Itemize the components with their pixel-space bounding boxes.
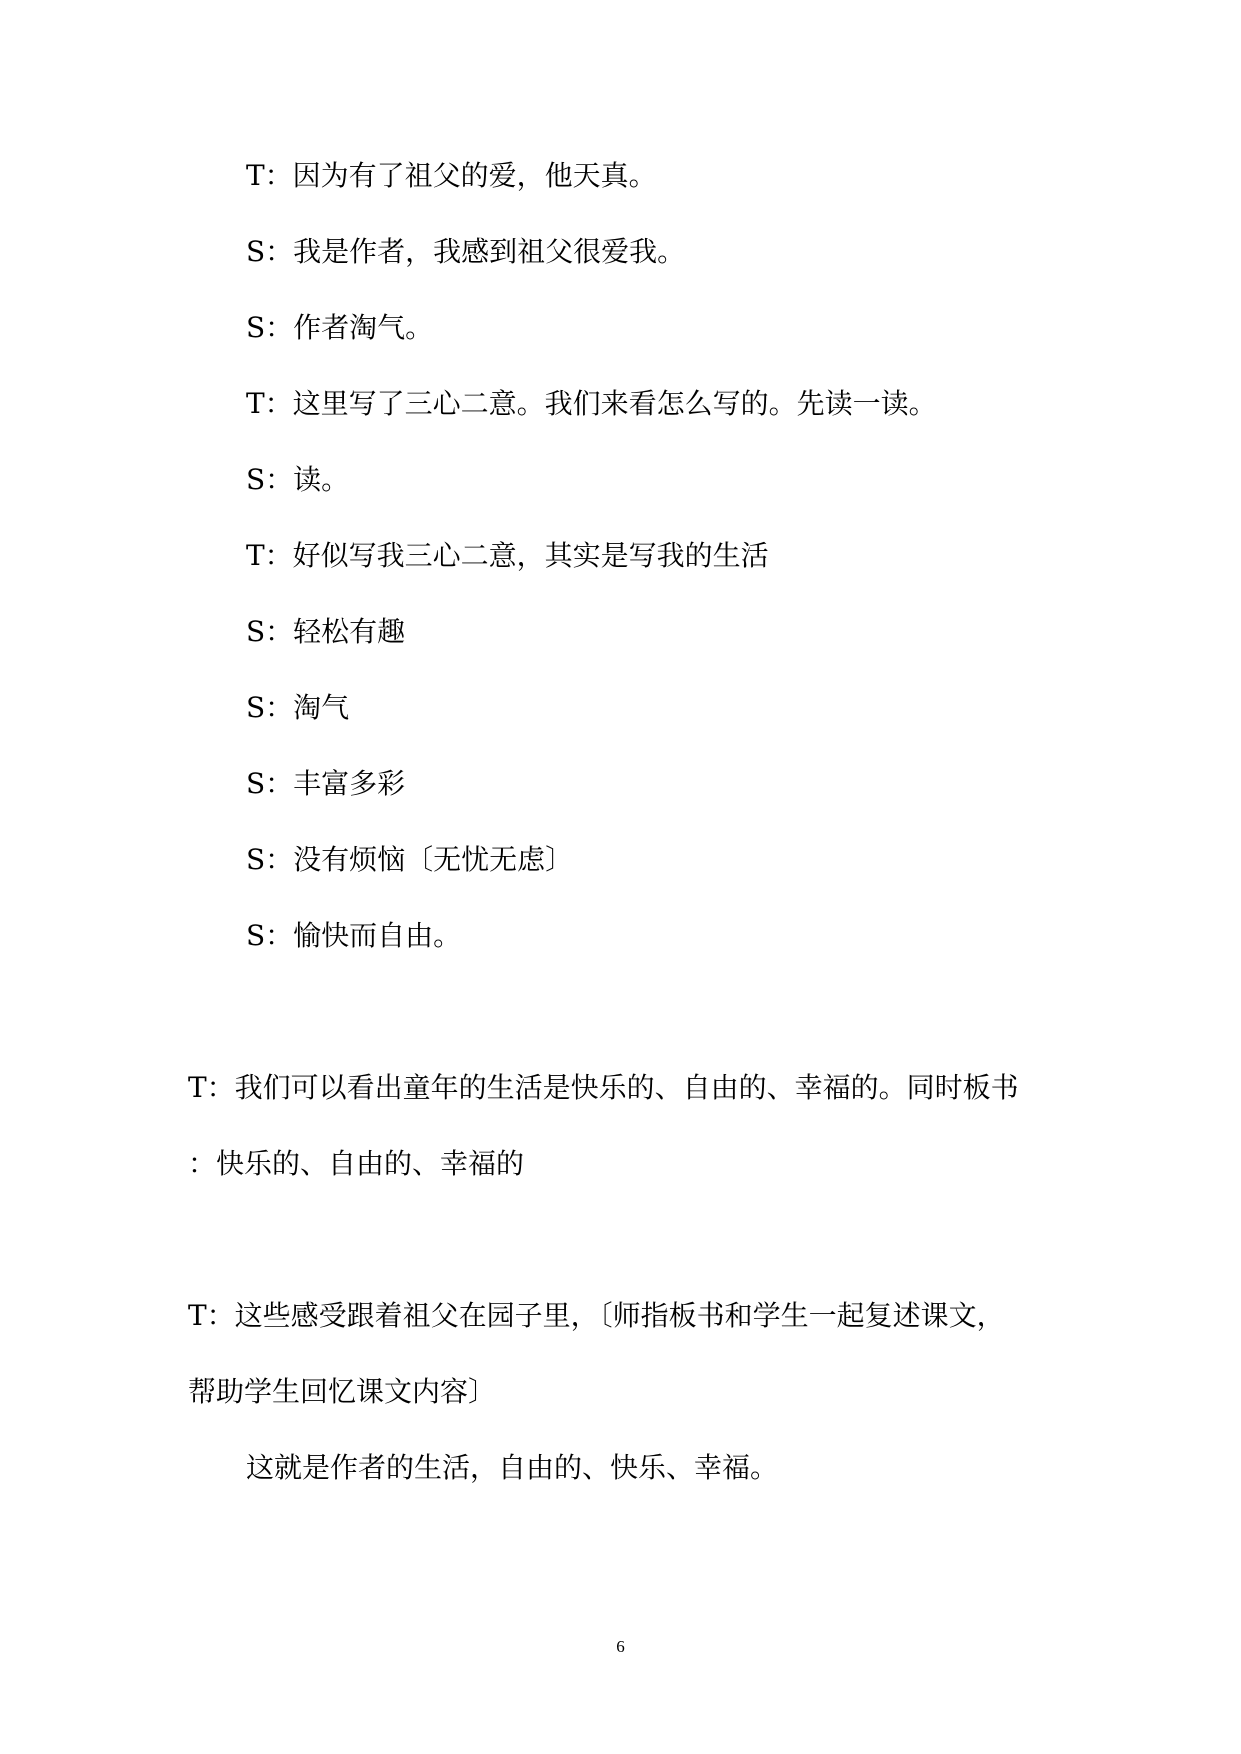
- dialogue-line: S：读。: [246, 463, 350, 496]
- paragraph-line: T：我们可以看出童年的生活是快乐的、自由的、幸福的。同时板书: [188, 1071, 1019, 1104]
- dialogue-line: S：轻松有趣: [246, 615, 406, 648]
- dialogue-line: S：没有烦恼〔无忧无虑〕: [246, 843, 574, 876]
- dialogue-line: T：因为有了祖父的爱，他天真。: [246, 159, 657, 192]
- dialogue-line: S：淘气: [246, 691, 350, 724]
- paragraph-line: ：快乐的、自由的、幸福的: [188, 1147, 525, 1180]
- paragraph-line: 帮助学生回忆课文内容〕: [188, 1375, 497, 1408]
- dialogue-line: T：好似写我三心二意，其实是写我的生活: [246, 539, 769, 572]
- dialogue-line: S：我是作者，我感到祖父很爱我。: [246, 235, 686, 268]
- dialogue-line: T：这里写了三心二意。我们来看怎么写的。先读一读。: [246, 387, 937, 420]
- paragraph-line: T：这些感受跟着祖父在园子里，〔师指板书和学生一起复述课文，: [188, 1299, 1005, 1332]
- dialogue-line: S：丰富多彩: [246, 767, 406, 800]
- page-number: 6: [616, 1637, 625, 1656]
- dialogue-line: S：作者淘气。: [246, 311, 434, 344]
- dialogue-line: S：愉快而自由。: [246, 919, 462, 952]
- closing-line: 这就是作者的生活，自由的、快乐、幸福。: [246, 1451, 779, 1484]
